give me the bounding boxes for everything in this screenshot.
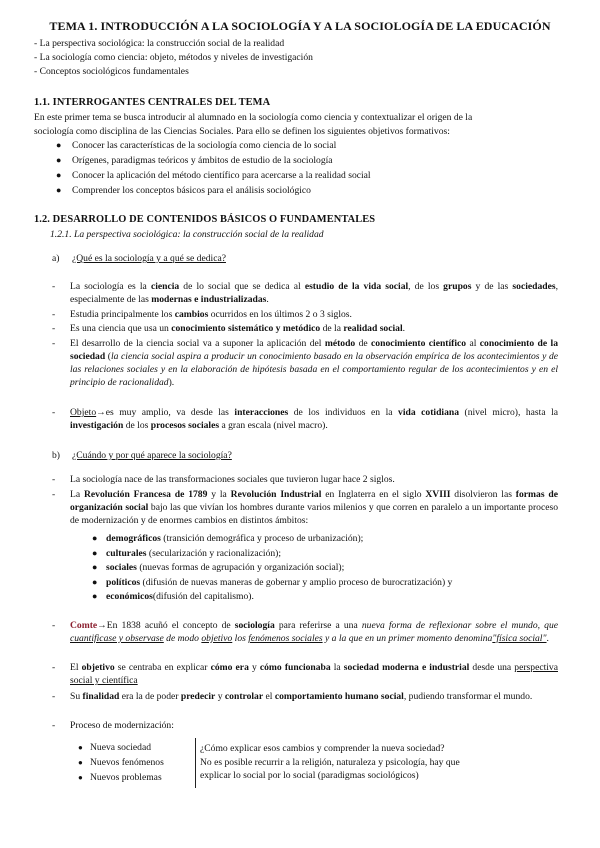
page-title: TEMA 1. INTRODUCCIÓN A LA SOCIOLOGÍA Y A LA SOCIOLOGÍA DE LA EDUCACIÓN <box>49 19 551 33</box>
question-label: b) <box>52 450 60 461</box>
list-item: Nuevos problemas <box>90 772 162 783</box>
dash-icon: - <box>52 407 56 418</box>
bullet-icon: ● <box>56 170 62 180</box>
objective-item: Conocer las características de la sociología como ciencia de lo social <box>72 140 337 151</box>
intro-item: - Conceptos sociológicos fundamentales <box>34 66 189 77</box>
bullet-icon: ● <box>92 577 98 587</box>
text-block: Su finalidad era la de poder predecir y controlar el comportamiento humano social, pudiendo transformar el mundo. <box>70 691 533 702</box>
text-block: Proceso de modernización: <box>70 720 174 731</box>
bullet-icon: ● <box>78 743 83 752</box>
bullet-icon: ● <box>92 562 98 572</box>
objective-item: Orígenes, paradigmas teóricos y ámbitos de estudio de la sociología <box>72 155 333 166</box>
modernization-text: ¿Cómo explicar esos cambios y comprender la nueva sociedad? <box>200 743 445 754</box>
dash-icon: - <box>52 474 56 485</box>
divider-line <box>195 738 196 788</box>
dash-icon: - <box>52 720 56 731</box>
text-block: Objeto→es muy amplio, va desde las interacciones de los individuos en la vida cotidiana (nivel micro), hasta la investigación de los procesos sociales a gran escala (nivel macro). <box>70 407 559 431</box>
dash-icon: - <box>52 281 56 292</box>
paragraph-line: sociología como disciplina de las Ciencias Sociales. Para ello se definen los siguientes objetivos formativos: <box>34 126 450 137</box>
text-block: La sociología nace de las transformaciones sociales que tuvieron lugar hace 2 siglos. <box>70 474 395 485</box>
dash-icon: - <box>52 323 56 334</box>
list-item: Nueva sociedad <box>90 742 152 753</box>
intro-item: - La sociología como ciencia: objeto, métodos y niveles de investigación <box>34 52 313 63</box>
comte-name: Comte <box>70 620 98 631</box>
section-heading: 1.2. DESARROLLO DE CONTENIDOS BÁSICOS O FUNDAMENTALES <box>34 214 376 225</box>
bullet-icon: ● <box>56 185 62 195</box>
dash-icon: - <box>52 620 56 631</box>
objective-item: Conocer la aplicación del método científico para acercarse a la realidad social <box>72 170 371 181</box>
list-item: económicos(difusión del capitalismo). <box>106 591 254 602</box>
dash-icon: - <box>52 309 56 320</box>
arrow-icon: → <box>96 407 106 418</box>
modernization-text: No es posible recurrir a la religión, naturaleza y psicología, hay que <box>200 757 460 768</box>
text-block: Estudia principalmente los cambios ocurridos en los últimos 2 o 3 siglos. <box>70 309 352 320</box>
list-item: políticos (difusión de nuevas maneras de gobernar y amplio proceso de burocratización) y <box>106 577 453 588</box>
bullet-icon: ● <box>92 533 98 543</box>
text-block: El objetivo se centraba en explicar cómo era y cómo funcionaba la sociedad moderna e industrial desde una perspectiva social y científica <box>70 662 558 686</box>
dash-icon: - <box>52 691 56 702</box>
list-item: culturales (secularización y racionalización); <box>106 548 282 559</box>
question-text: ¿Cuándo y por qué aparece la sociología? <box>72 450 232 461</box>
modernization-text: explicar lo social por lo social (paradigmas sociológicos) <box>200 770 419 781</box>
text-block: La sociología es la ciencia de lo social que se dedica al estudio de la vida social, de los grupos y de las sociedades, especialmente de las modernas e industrializadas. <box>70 281 558 305</box>
paragraph-line: En este primer tema se busca introducir al alumnado en la sociología como ciencia y contextualizar el origen de la <box>34 112 473 123</box>
text-block: Es una ciencia que usa un conocimiento sistemático y metódico de la realidad social. <box>70 323 406 334</box>
bullet-icon: ● <box>78 758 83 767</box>
question-label: a) <box>52 253 60 264</box>
bullet-icon: ● <box>56 155 62 165</box>
list-item: Nuevos fenómenos <box>90 757 164 768</box>
dash-icon: - <box>52 338 56 349</box>
bullet-icon: ● <box>92 591 98 601</box>
bullet-icon: ● <box>92 548 98 558</box>
section-heading: 1.1. INTERROGANTES CENTRALES DEL TEMA <box>34 97 271 108</box>
bullet-icon: ● <box>56 140 62 150</box>
text-block: Comte→En 1838 acuñó el concepto de sociología para referirse a una nueva forma de reflexionar sobre el mundo, que cuantificase y observase de modo objetivo los fenómenos sociales y a la que en un primer momento denomina"física social". <box>70 620 559 644</box>
text-block: El desarrollo de la ciencia social va a suponer la aplicación del método de conocimiento científico al conocimiento de la sociedad (la ciencia social aspira a producir un conocimiento basado en la observación empírica de los acontecimientos y de las relaciones sociales y en la elaboración de hipótesis basada en el comportamiento regular de los acontecimientos y en el principio de racionalidad). <box>70 338 559 388</box>
list-item: demográficos (transición demográfica y proceso de urbanización); <box>106 533 364 544</box>
intro-item: - La perspectiva sociológica: la construcción social de la realidad <box>34 38 285 49</box>
subsection-heading: 1.2.1. La perspectiva sociológica: la construcción social de la realidad <box>50 229 324 240</box>
dash-icon: - <box>52 662 56 673</box>
objective-item: Comprender los conceptos básicos para el análisis sociológico <box>72 185 311 196</box>
bullet-icon: ● <box>78 773 83 782</box>
arrow-icon: → <box>97 620 107 631</box>
list-item: sociales (nuevas formas de agrupación y organización social); <box>106 562 345 573</box>
dash-icon: - <box>52 489 56 500</box>
question-text: ¿Qué es la sociología y a qué se dedica? <box>72 253 226 264</box>
text-block: La Revolución Francesa de 1789 y la Revolución Industrial en Inglaterra en el siglo XVIII disolvieron las formas de organización social bajo las que vivían los hombres durante varios milenios y que corren en paralelo a un importante proceso de modernización y de enormes cambios en distintos ámbitos: <box>70 489 559 526</box>
